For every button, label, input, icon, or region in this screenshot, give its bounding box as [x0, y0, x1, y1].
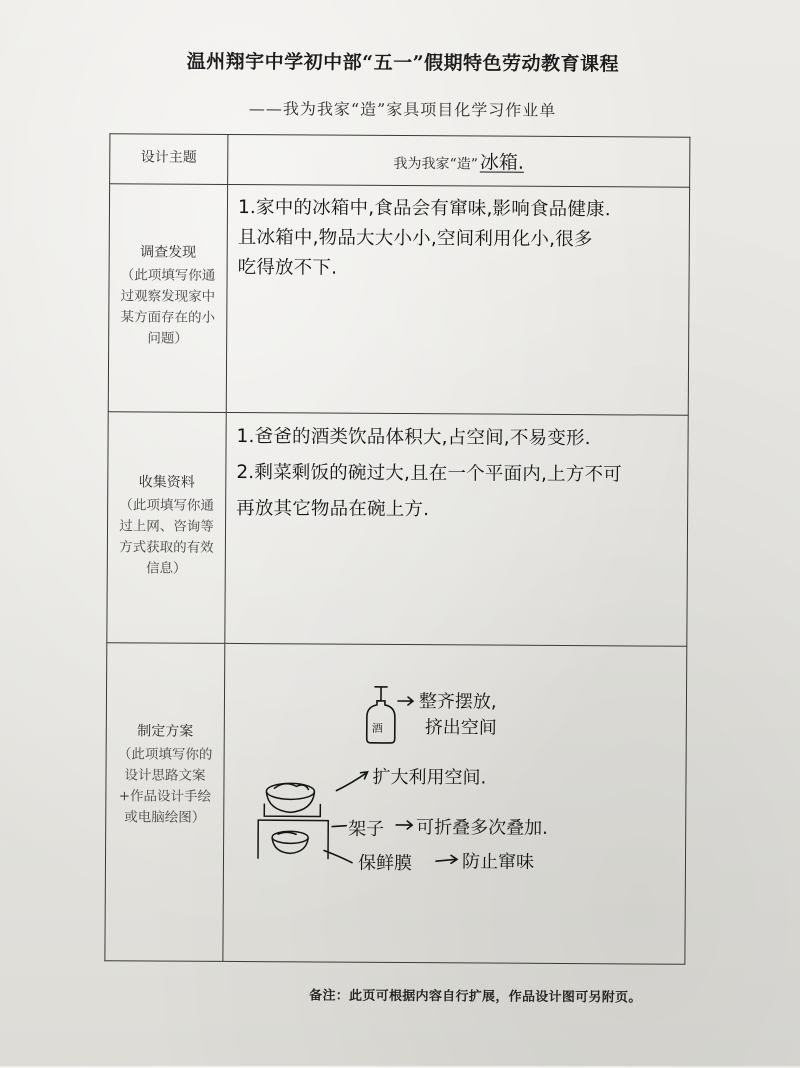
survey-line: 且冰箱中,物品大大小小,空间利用化小,很多: [237, 227, 593, 251]
survey-handwriting: [228, 185, 690, 286]
survey-label: 调查发现: [140, 244, 197, 261]
plan-note: 整齐摆放,: [418, 691, 497, 713]
bowl-shelf-drawing: [258, 783, 328, 858]
page-title: 温州翔宇中学初中部“五一”假期特色劳动教育课程: [186, 50, 620, 76]
dash-shelf: [332, 826, 346, 827]
topic-printed-prefix: 我为我家“造”: [393, 155, 478, 173]
topic-label-cell: [110, 134, 228, 185]
research-line: 再放其它物品在碗上方.: [236, 497, 430, 521]
survey-line: 1.家中的冰箱中,食品会有窜味,影响食品健康.: [237, 197, 611, 221]
plan-note: 挤出空间: [424, 717, 497, 739]
research-label: 收集资料: [138, 474, 195, 491]
row-topic: [110, 134, 690, 188]
footer-note: 备注：此页可根据内容自行扩展，作品设计图可另附页。: [309, 988, 642, 1006]
plan-content-cell: [223, 643, 687, 964]
arrow-bowl-top: [336, 772, 367, 791]
arrow-wrap: [436, 855, 457, 863]
topic-content-cell: [228, 134, 690, 187]
plan-note: 可折叠多次叠加.: [416, 817, 548, 839]
arrow-shelf: [396, 821, 412, 829]
research-content-cell: [225, 412, 688, 646]
research-handwriting: [226, 413, 688, 530]
plan-label: 制定方案: [137, 723, 194, 740]
topic-handwritten: 冰箱.: [479, 151, 525, 174]
survey-content-cell: [226, 184, 689, 415]
research-hint: （此项填写你通过上网、咨询等方式获取的有效信息）: [119, 497, 214, 577]
plan-note: 保鲜膜: [357, 852, 413, 875]
arrow-bottle: [398, 697, 413, 705]
survey-label-cell: [108, 184, 227, 413]
plan-hint: （此项填写你的设计思路文案+作品设计手绘或电脑绘图）: [117, 746, 213, 826]
worksheet-table: [104, 133, 690, 965]
row-plan: [105, 643, 687, 965]
plan-label-cell: [105, 643, 225, 962]
plan-note: 防止窜味: [461, 851, 535, 873]
research-line: 1.爸爸的酒类饮品体积大,占空间,不易变形.: [236, 426, 591, 450]
plan-note: 扩大利用空间.: [372, 766, 487, 789]
row-research: [107, 412, 688, 647]
survey-hint: （此项填写你通过观察发现家中某方面存在的小问题）: [120, 267, 216, 347]
bottle-label: 酒: [371, 721, 383, 735]
topic-label: 设计主题: [140, 149, 197, 166]
research-line: 2.剩菜剩饭的碗过大,且在一个平面内,上方不可: [236, 461, 622, 486]
research-label-cell: [107, 412, 226, 644]
plan-note: 架子: [348, 818, 385, 840]
page-subtitle: ——我为我家“造”家具项目化学习作业单: [248, 99, 557, 120]
survey-line: 吃得放不下.: [237, 257, 338, 279]
row-survey: [108, 184, 689, 416]
